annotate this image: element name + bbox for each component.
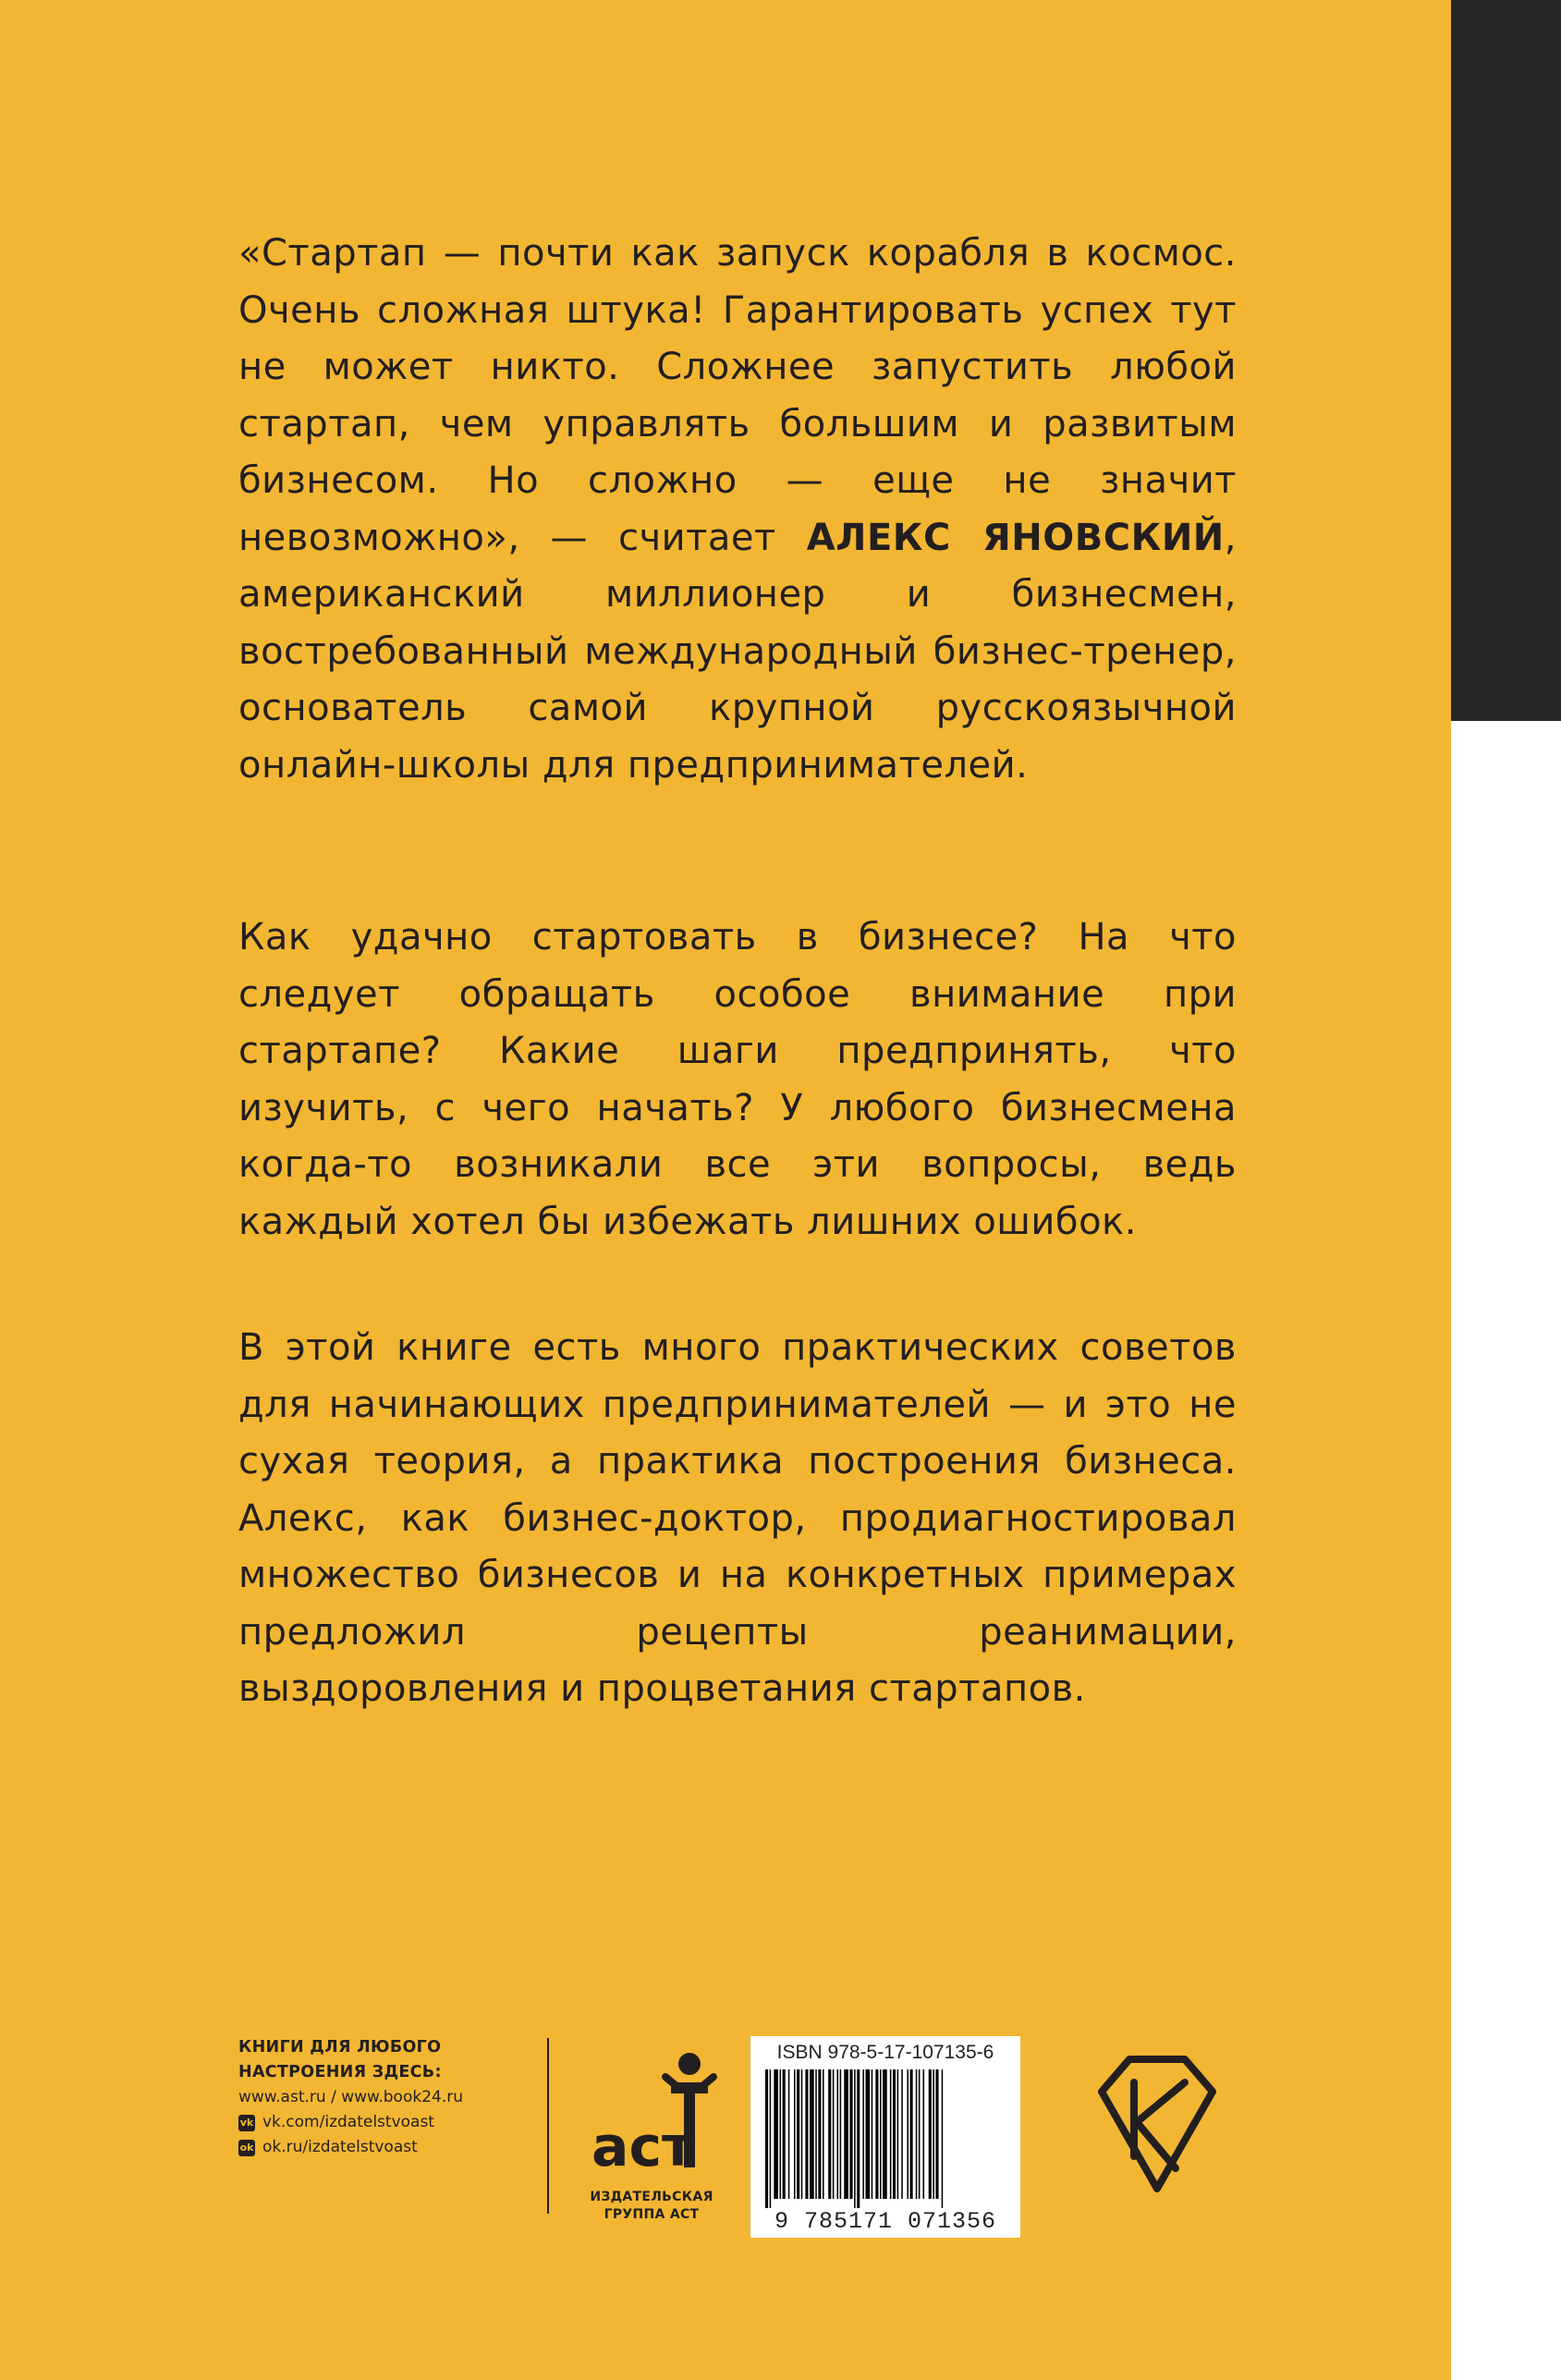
vk-icon: vk [238, 2115, 255, 2131]
odnoklassniki-icon: ok [238, 2140, 255, 2156]
barcode-box [750, 2036, 1020, 2238]
ok-link[interactable]: ok.ru/izdatelstvoast [262, 2138, 418, 2156]
publisher-contacts [238, 2035, 553, 2160]
vk-row[interactable] [238, 2110, 553, 2135]
footer-divider [547, 2038, 549, 2214]
vk-link[interactable]: vk.com/izdatelstvoast [262, 2113, 434, 2131]
author-name: АЛЕКС ЯНОВСКИЙ [806, 516, 1225, 559]
ok-row[interactable] [238, 2135, 553, 2160]
barcode-digits: 9 785171 071356 [774, 2208, 997, 2235]
ast-logo-text: аст [591, 2115, 694, 2179]
quote-text: «Стартап — почти как запуск корабля в космос. Очень сложная штука! Гарантировать успех тут не может никто. Сложнее запустить любой стартап, чем управлять большим и развитым бизнесом. Но сложно — еще не значит невозможно», — считает [238, 232, 1237, 559]
quote-paragraph [238, 226, 1237, 794]
spine-white-band [1451, 721, 1561, 2380]
book-description-paragraph: В этой книге есть много практических советов для начинающих предпринимателей — и это не сухая теория, а практика построения бизнеса. Алекс, как бизнес-доктор, продиагностировал множество бизнесов и на конкретных примерах предложил рецепты реанимации, выздоровления и процветания стартапов. [238, 1326, 1237, 1710]
diamond-k-logo-icon [1083, 2050, 1231, 2198]
contacts-heading-line2: НАСТРОЕНИЯ ЗДЕСЬ: [238, 2063, 442, 2081]
publisher-caption: ИЗДАТЕЛЬСКАЯ ГРУППА АСТ [590, 2190, 713, 2222]
barcode-bars [763, 2069, 1007, 2208]
isbn-number: ISBN 978-5-17-107135-6 [776, 2042, 994, 2063]
websites-link[interactable]: www.ast.ru / www.book24.ru [238, 2088, 463, 2106]
spine-dark-band [1451, 0, 1561, 721]
questions-paragraph: Как удачно стартовать в бизнесе? На что следует обращать особое внимание при стартапе? Какие шаги предпринять, что изучить, с чего начать? У любого бизнесмена когда-то возникали все эти вопросы, ведь каждый хотел бы избежать лишних ошибок. [238, 916, 1237, 1243]
author-description: , американский миллионер и бизнесмен, востребованный международный бизнес-тренер, основатель самой крупной русскоязычной онлайн-школы для предпринимателей. [238, 516, 1237, 787]
contacts-heading-line1: КНИГИ ДЛЯ ЛЮБОГО [238, 2038, 442, 2057]
